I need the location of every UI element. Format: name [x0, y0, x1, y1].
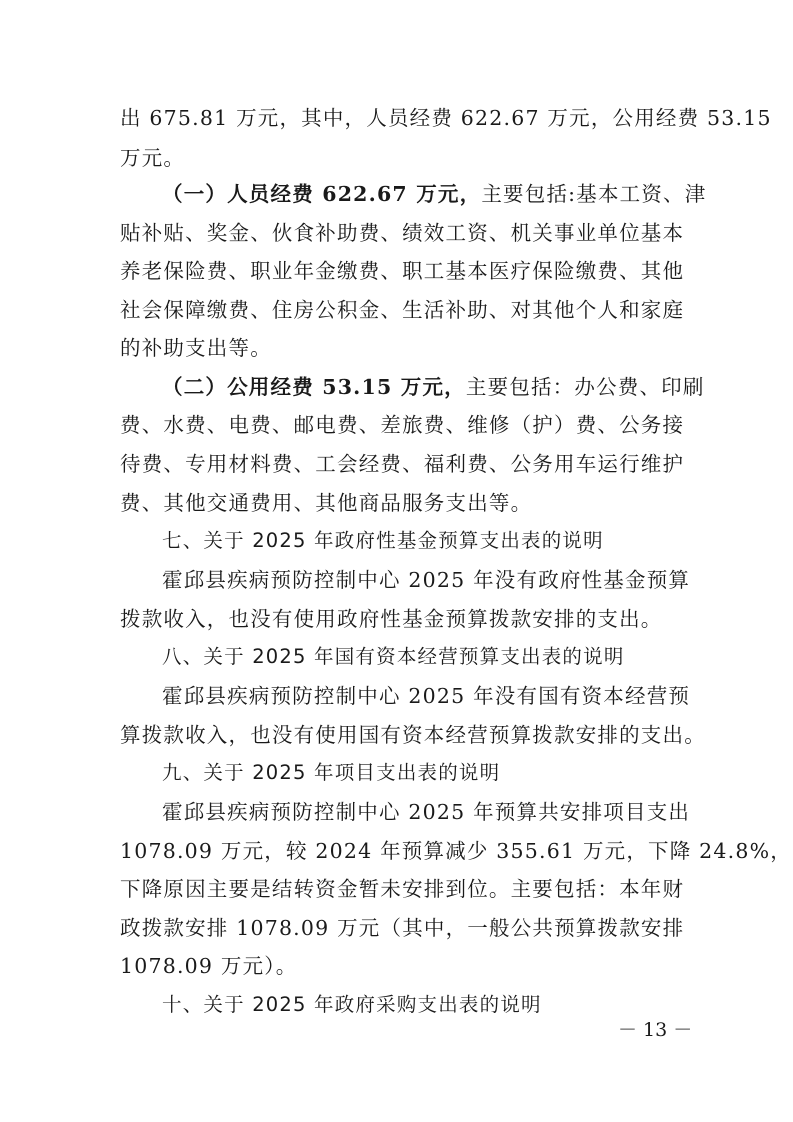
section-public-title: （二）公用经费 53.15 万元， — [162, 375, 466, 399]
section-personnel-title: （一）人员经费 622.67 万元， — [162, 182, 482, 206]
page-number: － 13 － — [618, 1019, 693, 1041]
paragraph-line: 社会保障缴费、住房公积金、生活补助、对其他个人和家庭 — [120, 298, 685, 322]
heading-state-capital: 八、关于 2025 年国有资本经营预算支出表的说明 — [162, 645, 625, 668]
paragraph-line: 费、其他交通费用、其他商品服务支出等。 — [120, 491, 533, 515]
paragraph-line: 算拨款收入，也没有使用国有资本经营预算拨款安排的支出。 — [120, 723, 706, 747]
paragraph-line: 待费、专用材料费、工会经费、福利费、公务用车运行维护 — [120, 452, 685, 476]
section-personnel-text: 主要包括:基本工资、津 — [481, 182, 707, 206]
heading-gov-fund: 七、关于 2025 年政府性基金预算支出表的说明 — [162, 529, 604, 552]
paragraph-line: 拨款收入，也没有使用政府性基金预算拨款安排的支出。 — [120, 607, 663, 631]
paragraph-line: 霍邱县疾病预防控制中心 2025 年预算共安排项目支出 — [162, 800, 691, 824]
section-public-line — [162, 370, 705, 404]
paragraph-line: 下降原因主要是结转资金暂未安排到位。主要包括：本年财 — [120, 877, 685, 901]
heading-project-expenditure: 九、关于 2025 年项目支出表的说明 — [162, 761, 501, 784]
paragraph-line: 出 675.81 万元，其中，人员经费 622.67 万元，公用经费 53.15 — [120, 106, 772, 130]
section-personnel-line — [162, 177, 707, 211]
paragraph-line: 的补助支出等。 — [120, 336, 272, 360]
paragraph-line: 1078.09 万元，较 2024 年预算减少 355.61 万元，下降 24.8%， — [120, 839, 792, 863]
paragraph-line: 费、水费、电费、邮电费、差旅费、维修（护）费、公务接 — [120, 413, 685, 437]
heading-gov-procurement: 十、关于 2025 年政府采购支出表的说明 — [162, 993, 542, 1016]
paragraph-line: 霍邱县疾病预防控制中心 2025 年没有国有资本经营预 — [162, 684, 691, 708]
paragraph-line: 政拨款安排 1078.09 万元（其中，一般公共预算拨款安排 — [120, 916, 685, 940]
paragraph-line: 贴补贴、奖金、伙食补助费、绩效工资、机关事业单位基本 — [120, 221, 685, 245]
paragraph-line: 霍邱县疾病预防控制中心 2025 年没有政府性基金预算 — [162, 568, 691, 592]
section-public-text: 主要包括：办公费、印刷 — [465, 375, 705, 399]
paragraph-line: 养老保险费、职业年金缴费、职工基本医疗保险缴费、其他 — [120, 259, 685, 283]
paragraph-line: 万元。 — [120, 146, 186, 170]
paragraph-line: 1078.09 万元）。 — [120, 954, 298, 978]
